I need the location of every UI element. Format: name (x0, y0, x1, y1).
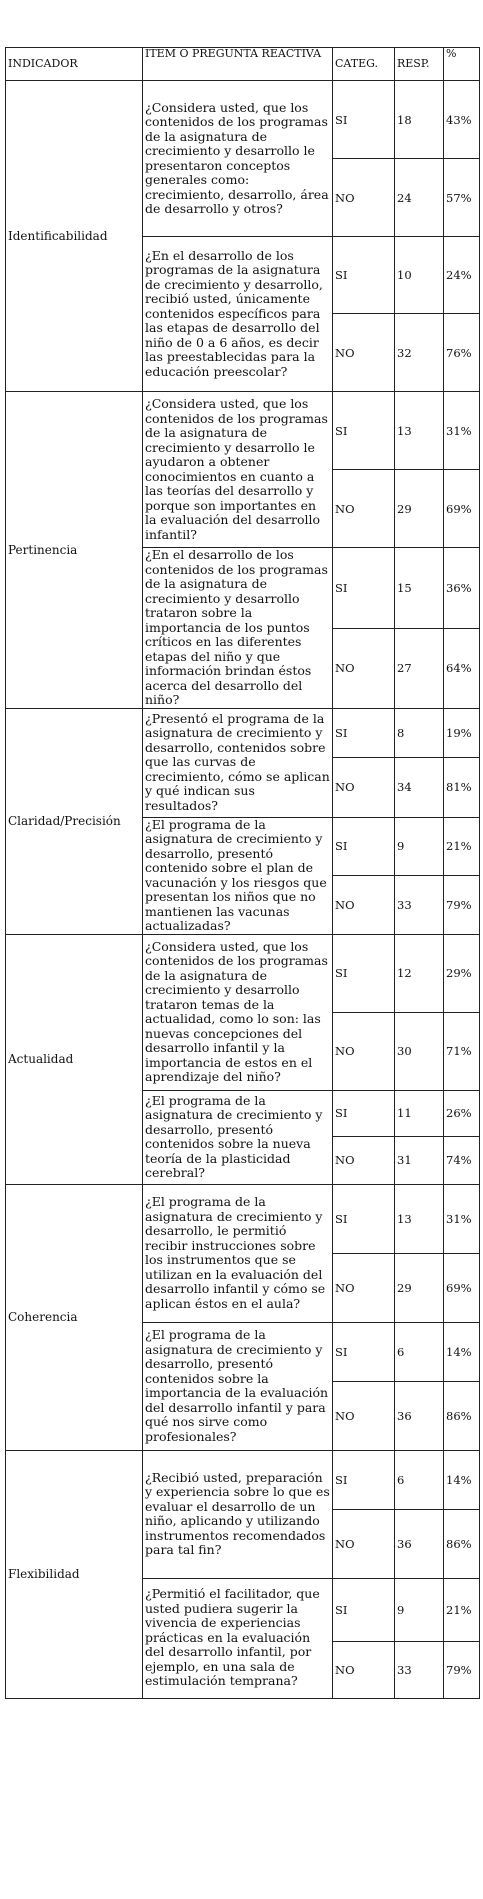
category-cell: NO (333, 159, 395, 237)
response-count-cell: 27 (395, 628, 444, 708)
question-cell: ¿Considera usted, que los contenidos de los programas de la asignatura de crecimiento y desarrollo trataron temas de la actualidad, como lo son: las nuevas concepciones del desarrollo infantil y la importancia de estos en el aprendizaje del niño? (143, 934, 333, 1090)
category-cell: SI (333, 1450, 395, 1509)
percentage-cell: 29% (444, 934, 480, 1012)
response-count-cell: 30 (395, 1012, 444, 1090)
response-count-cell: 24 (395, 159, 444, 237)
question-cell: ¿El programa de la asignatura de crecimiento y desarrollo, presentó contenidos sobre la importancia de la evaluación del desarrollo infantil y para qué nos sirve como profesionales? (143, 1322, 333, 1450)
question-cell: ¿Considera usted, que los contenidos de los programas de la asignatura de crecimiento y desarrollo le ayudaron a obtener conocimientos en cuanto a las teorías del desarrollo y porque son importantes en la evaluación del desarrollo infantil? (143, 392, 333, 548)
category-cell: NO (333, 1509, 395, 1578)
response-count-cell: 32 (395, 314, 444, 392)
percentage-cell: 71% (444, 1012, 480, 1090)
percentage-cell: 14% (444, 1450, 480, 1509)
category-cell: NO (333, 1136, 395, 1184)
question-cell: ¿Presentó el programa de la asignatura de crecimiento y desarrollo, contenidos sobre que las curvas de crecimiento, cómo se aplican y qué indican sus resultados? (143, 708, 333, 817)
response-count-cell: 11 (395, 1090, 444, 1136)
response-count-cell: 9 (395, 1578, 444, 1641)
category-cell: SI (333, 237, 395, 314)
category-cell: SI (333, 1184, 395, 1253)
response-count-cell: 13 (395, 1184, 444, 1253)
response-count-cell: 12 (395, 934, 444, 1012)
category-cell: SI (333, 548, 395, 629)
category-cell: NO (333, 470, 395, 548)
response-count-cell: 36 (395, 1381, 444, 1450)
category-cell: NO (333, 314, 395, 392)
indicator-cell: Identificabilidad (6, 81, 143, 392)
percentage-cell: 76% (444, 314, 480, 392)
response-count-cell: 29 (395, 470, 444, 548)
header-row (6, 48, 480, 81)
percentage-cell: 86% (444, 1509, 480, 1578)
question-cell: ¿Recibió usted, preparación y experiencia sobre lo que es evaluar el desarrollo de un niño, aplicando y utilizando instrumentos recomendados para tal fin? (143, 1450, 333, 1578)
category-cell: NO (333, 875, 395, 934)
category-cell: SI (333, 1578, 395, 1641)
percentage-cell: 57% (444, 159, 480, 237)
header-item: ITEM O PREGUNTA REACTIVA (143, 48, 333, 81)
category-cell: NO (333, 628, 395, 708)
category-cell: SI (333, 1090, 395, 1136)
indicator-cell: Flexibilidad (6, 1450, 143, 1698)
response-count-cell: 33 (395, 875, 444, 934)
header-indicador: INDICADOR (6, 48, 143, 81)
table-row (6, 392, 480, 470)
table-row (6, 708, 480, 757)
indicator-cell: Actualidad (6, 934, 143, 1184)
response-count-cell: 15 (395, 548, 444, 629)
percentage-cell: 24% (444, 237, 480, 314)
question-cell: ¿El programa de la asignatura de crecimiento y desarrollo, le permitió recibir instrucciones sobre los instrumentos que se utilizan en la evaluación del desarrollo infantil y cómo se aplican éstos en el aula? (143, 1184, 333, 1322)
survey-results-table (5, 47, 480, 1699)
percentage-cell: 81% (444, 757, 480, 817)
table-row (6, 1450, 480, 1509)
response-count-cell: 31 (395, 1136, 444, 1184)
response-count-cell: 6 (395, 1322, 444, 1381)
response-count-cell: 10 (395, 237, 444, 314)
percentage-cell: 14% (444, 1322, 480, 1381)
percentage-cell: 79% (444, 1641, 480, 1698)
category-cell: NO (333, 757, 395, 817)
percentage-cell: 69% (444, 470, 480, 548)
percentage-cell: 26% (444, 1090, 480, 1136)
percentage-cell: 31% (444, 1184, 480, 1253)
indicator-cell: Pertinencia (6, 392, 143, 709)
category-cell: SI (333, 817, 395, 875)
response-count-cell: 6 (395, 1450, 444, 1509)
percentage-cell: 69% (444, 1253, 480, 1322)
percentage-cell: 86% (444, 1381, 480, 1450)
percentage-cell: 79% (444, 875, 480, 934)
question-cell: ¿En el desarrollo de los contenidos de los programas de la asignatura de crecimiento y desarrollo trataron sobre la importancia de los puntos críticos en las diferentes etapas del niño y que información brindan éstos acerca del desarrollo del niño? (143, 548, 333, 709)
table-row (6, 934, 480, 1012)
category-cell: SI (333, 934, 395, 1012)
question-cell: ¿El programa de la asignatura de crecimiento y desarrollo, presentó contenido sobre el plan de vacunación y los riesgos que presentan los niños que no mantienen las vacunas actualizadas? (143, 817, 333, 934)
category-cell: SI (333, 392, 395, 470)
header-resp: RESP. (395, 48, 444, 81)
indicator-cell: Claridad/Precisión (6, 708, 143, 934)
table-row (6, 1184, 480, 1253)
header-pct: % (444, 48, 480, 81)
category-cell: NO (333, 1012, 395, 1090)
response-count-cell: 8 (395, 708, 444, 757)
response-count-cell: 9 (395, 817, 444, 875)
response-count-cell: 33 (395, 1641, 444, 1698)
category-cell: SI (333, 81, 395, 159)
percentage-cell: 64% (444, 628, 480, 708)
category-cell: NO (333, 1381, 395, 1450)
header-categ: CATEG. (333, 48, 395, 81)
response-count-cell: 29 (395, 1253, 444, 1322)
percentage-cell: 36% (444, 548, 480, 629)
table-row (6, 81, 480, 159)
response-count-cell: 18 (395, 81, 444, 159)
category-cell: NO (333, 1641, 395, 1698)
question-cell: ¿El programa de la asignatura de crecimiento y desarrollo, presentó contenidos sobre la nueva teoría de la plasticidad cerebral? (143, 1090, 333, 1184)
question-cell: ¿Considera usted, que los contenidos de los programas de la asignatura de crecimiento y desarrollo le presentaron conceptos generales como: crecimiento, desarrollo, área de desarrollo y otros? (143, 81, 333, 237)
question-cell: ¿Permitió el facilitador, que usted pudiera sugerir la vivencia de experiencias prácticas en la evaluación del desarrollo infantil, por ejemplo, en una sala de estimulación temprana? (143, 1578, 333, 1698)
response-count-cell: 13 (395, 392, 444, 470)
percentage-cell: 74% (444, 1136, 480, 1184)
percentage-cell: 43% (444, 81, 480, 159)
percentage-cell: 19% (444, 708, 480, 757)
percentage-cell: 31% (444, 392, 480, 470)
category-cell: SI (333, 1322, 395, 1381)
percentage-cell: 21% (444, 1578, 480, 1641)
response-count-cell: 36 (395, 1509, 444, 1578)
indicator-cell: Coherencia (6, 1184, 143, 1450)
response-count-cell: 34 (395, 757, 444, 817)
category-cell: NO (333, 1253, 395, 1322)
question-cell: ¿En el desarrollo de los programas de la asignatura de crecimiento y desarrollo, recibió usted, únicamente contenidos específicos para las etapas de desarrollo del niño de 0 a 6 años, es decir las preestablecidas para la educación preescolar? (143, 237, 333, 392)
category-cell: SI (333, 708, 395, 757)
percentage-cell: 21% (444, 817, 480, 875)
